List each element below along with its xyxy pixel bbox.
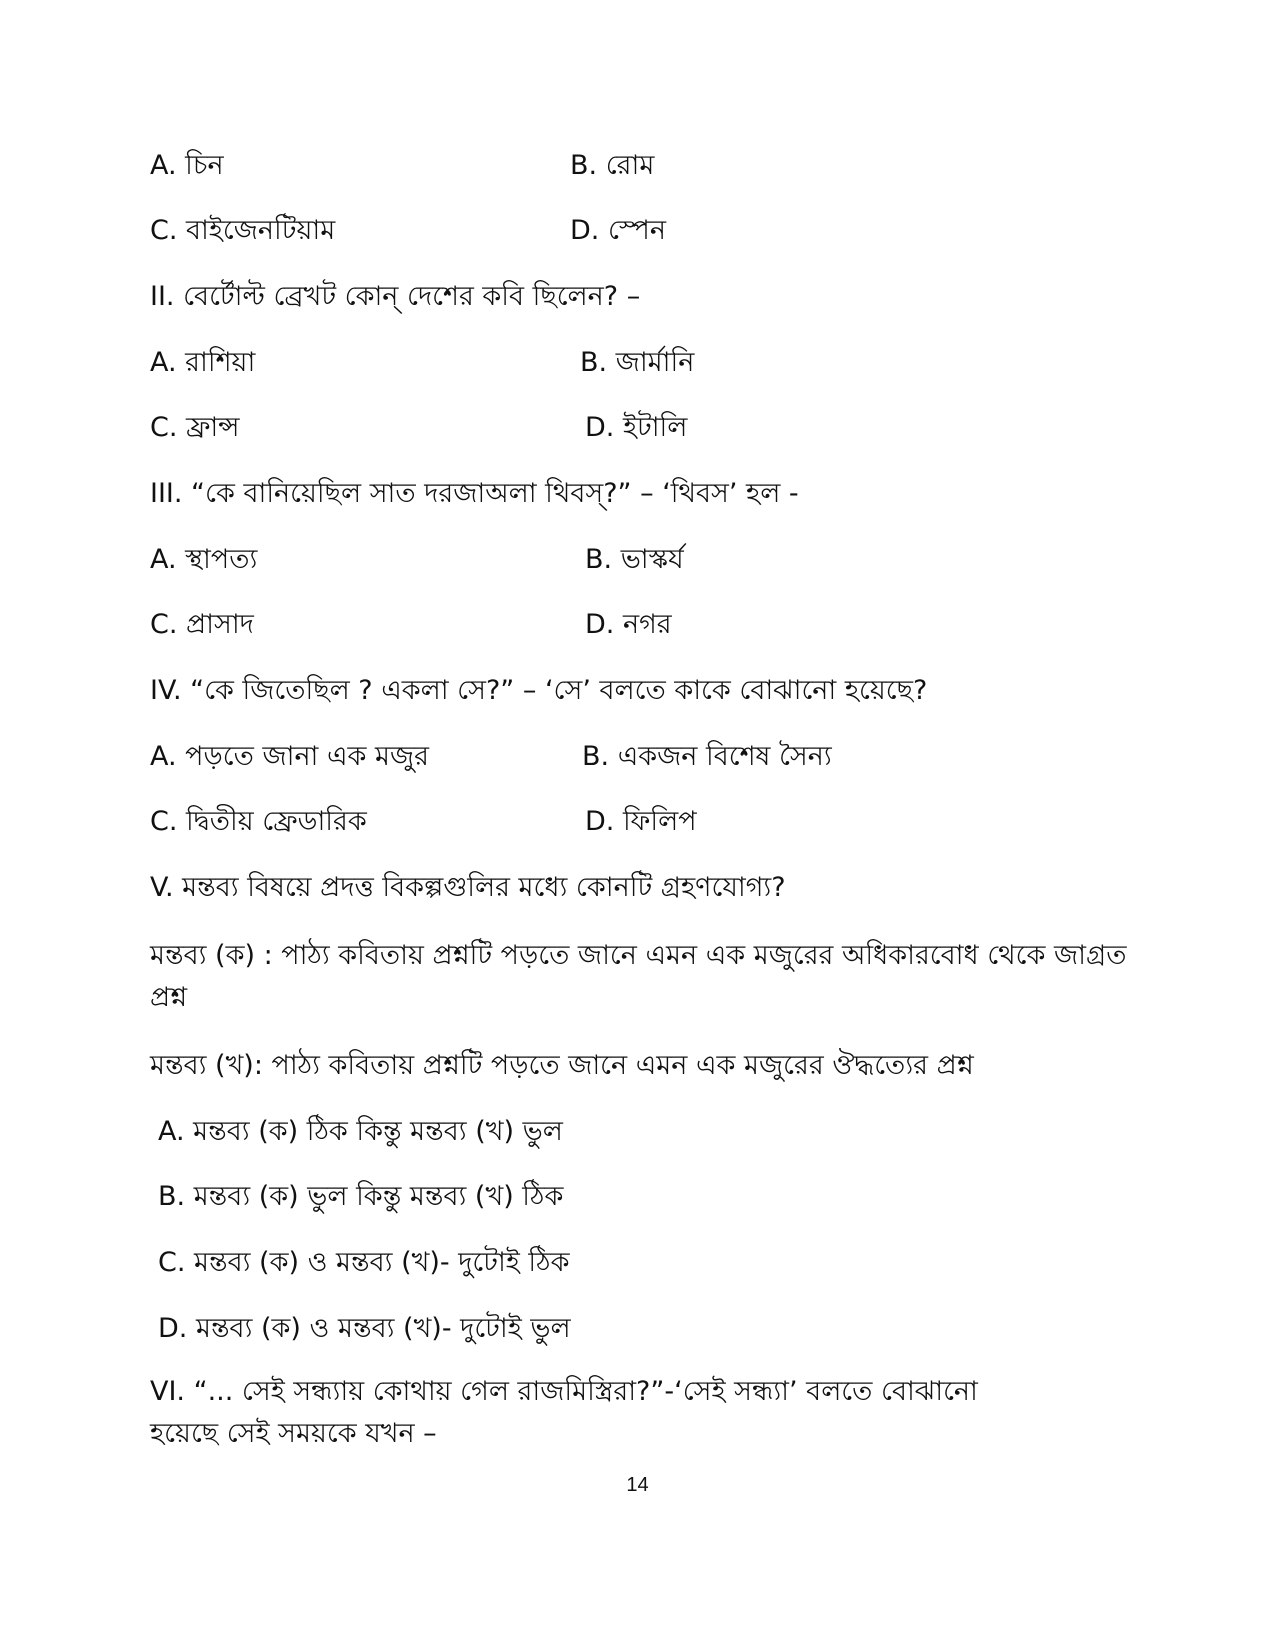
q4-option-c: C. দ্বিতীয় ফ্রেডারিক xyxy=(150,806,367,837)
q4-option-b: B. একজন বিশেষ সৈন্য xyxy=(582,741,832,772)
q3-option-b: B. ভাস্কর্য xyxy=(585,544,684,575)
q5-option-a: A. মন্তব্য (ক) ঠিক কিন্তু মন্তব্য (খ) ভুল xyxy=(158,1116,563,1147)
q2-option-b: B. জার্মানি xyxy=(580,347,695,378)
q5-comment-kha: মন্তব্য (খ): পাঠ্য কবিতায় প্রশ্নটি পড়তে জানে এমন এক মজুরের ঔদ্ধত্যের প্রশ্ন xyxy=(150,1050,974,1081)
q3-option-d: D. নগর xyxy=(585,609,672,640)
q1-option-d: D. স্পেন xyxy=(570,215,666,246)
q3-option-c: C. প্রাসাদ xyxy=(150,609,254,640)
q1-option-a: A. চিন xyxy=(150,150,224,181)
question-2: II. বের্টোল্ট ব্রেখট কোন্ দেশের কবি ছিলেন? – xyxy=(150,281,641,312)
q5-option-b: B. মন্তব্য (ক) ভুল কিন্তু মন্তব্য (খ) ঠিক xyxy=(158,1181,564,1212)
question-6: VI. “... সেই সন্ধ্যায় কোথায় গেল রাজমিস্ত্রিরা?”-‘সেই সন্ধ্যা’ বলতে বোঝানো হয়েছে সেই সময়কে যখন – xyxy=(150,1376,978,1449)
q5-option-c: C. মন্তব্য (ক) ও মন্তব্য (খ)- দুটোই ঠিক xyxy=(158,1247,570,1278)
q2-option-d: D. ইটালি xyxy=(585,412,688,443)
q5-option-d: D. মন্তব্য (ক) ও মন্তব্য (খ)- দুটোই ভুল xyxy=(158,1313,571,1344)
q3-option-a: A. স্থাপত্য xyxy=(150,544,258,575)
q2-option-a: A. রাশিয়া xyxy=(150,347,256,378)
question-3: III. “কে বানিয়েছিল সাত দরজাঅলা থিবস্?” – ‘থিবস’ হল - xyxy=(150,478,799,509)
page-number: 14 xyxy=(626,1474,649,1496)
q2-option-c: C. ফ্রান্স xyxy=(150,412,240,443)
question-4: IV. “কে জিতেছিল ? একলা সে?” – ‘সে’ বলতে কাকে বোঝানো হয়েছে? xyxy=(150,675,928,706)
q1-option-c: C. বাইজেনটিয়াম xyxy=(150,215,336,246)
q4-option-a: A. পড়তে জানা এক মজুর xyxy=(150,741,429,772)
q4-option-d: D. ফিলিপ xyxy=(585,806,697,837)
question-5: V. মন্তব্য বিষয়ে প্রদত্ত বিকল্পগুলির মধ্যে কোনটি গ্রহণযোগ্য? xyxy=(150,872,786,903)
q5-comment-ka: মন্তব্য (ক) : পাঠ্য কবিতায় প্রশ্নটি পড়তে জানে এমন এক মজুরের অধিকারবোধ থেকে জাগ্রত প্রশ্ন xyxy=(150,940,1127,1013)
q1-option-b: B. রোম xyxy=(570,150,655,181)
